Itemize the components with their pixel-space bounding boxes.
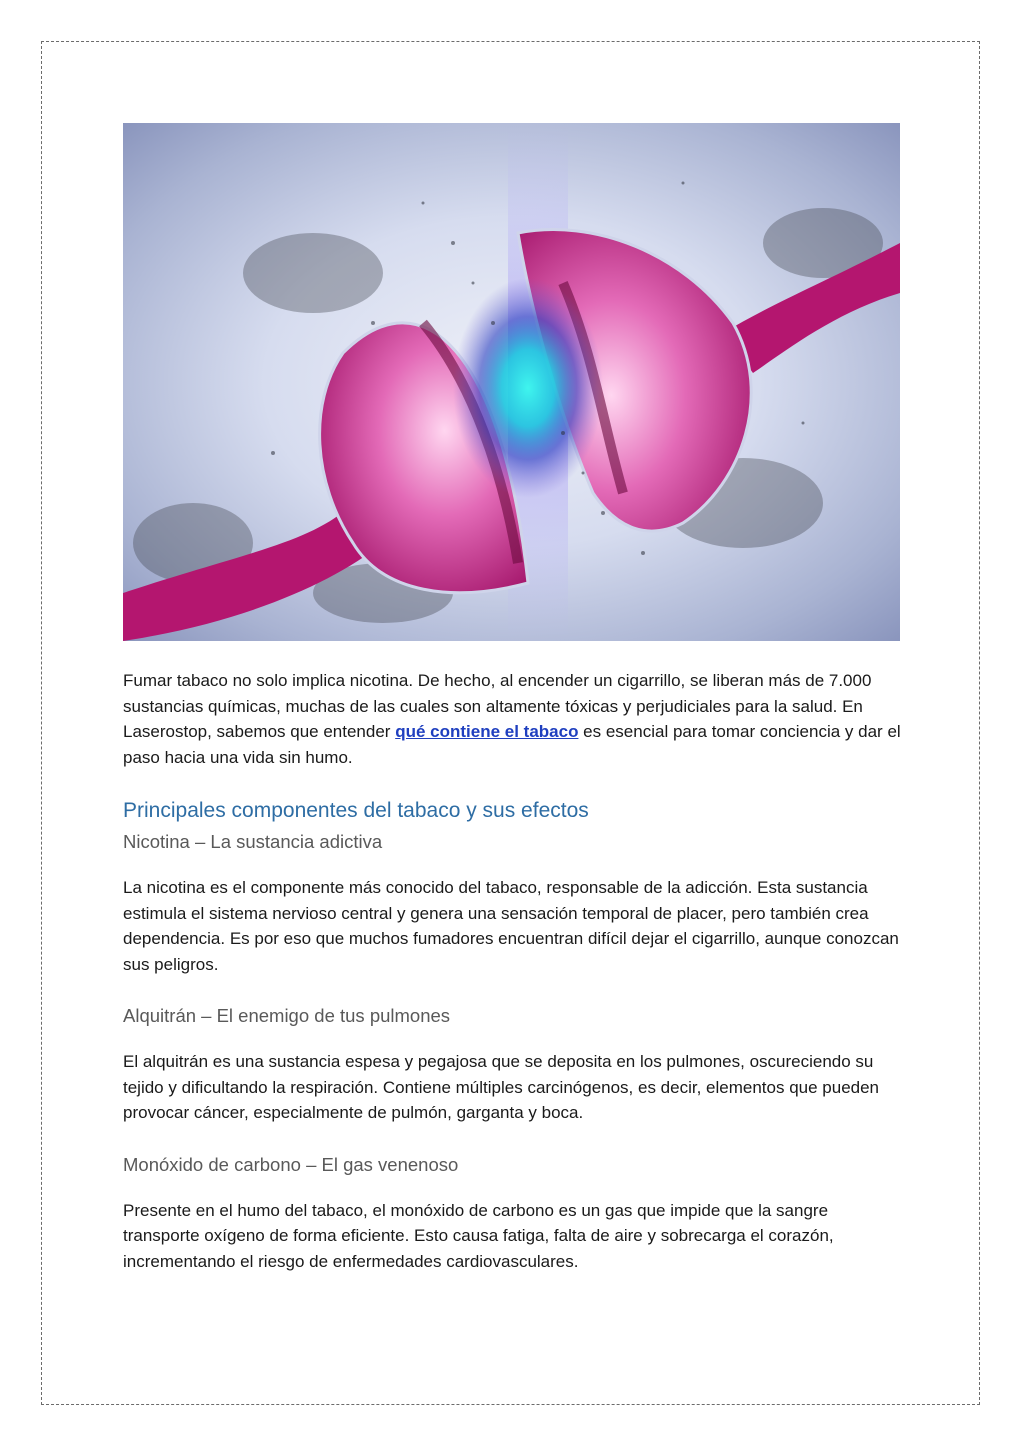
subheading-carbon-monoxide: Monóxido de carbono – El gas venenoso — [123, 1153, 459, 1175]
subheading-nicotine: Nicotina – La sustancia adictiva — [123, 831, 383, 852]
paragraph-tar: El alquitrán es una sustancia espesa y pegajosa que se deposita en los pulmones, oscureciendo su tejido y dificultando la respiración. Contiene múltiples carcinógenos, es decir, elementos que pueden provocar cáncer, especialmente de pulmón, garganta y boca. — [123, 1052, 880, 1122]
paragraph-nicotine: La nicotina es el componente más conocido del tabaco, responsable de la adicción. Esta sustancia estimula el sistema nervioso central y genera una sensación temporal de placer, pero también crea dependencia. Es por eso que muchos fumadores encuentran difícil dejar el cigarrillo, aunque conozcan sus peligros. — [123, 878, 899, 974]
contents-link[interactable]: qué contiene el tabaco — [395, 722, 579, 741]
synapse-illustration — [123, 123, 900, 641]
paragraph-carbon-monoxide: Presente en el humo del tabaco, el monóxido de carbono es un gas que impide que la sangre transporte oxígeno de forma eficiente. Esto causa fatiga, falta de aire y sobrecarga el corazón, incrementando el riesgo de enfermedades cardiovasculares. — [123, 1200, 834, 1271]
intro-paragraph — [123, 668, 903, 770]
section-heading: Principales componentes del tabaco y sus efectos — [123, 799, 589, 822]
subheading-tar: Alquitrán – El enemigo de tus pulmones — [123, 1005, 451, 1026]
intro-text-after: es esencial para tomar conciencia y dar el paso hacia una vida sin humo. — [123, 722, 901, 767]
intro-text-before: Fumar tabaco no solo implica nicotina. De hecho, al encender un cigarrillo, se liberan más de 7.000 sustancias químicas, muchas de las cuales son altamente tóxicas y perjudiciales para la salud. En Laserostop, sabemos que entender — [123, 671, 872, 741]
article-body — [123, 668, 903, 1274]
